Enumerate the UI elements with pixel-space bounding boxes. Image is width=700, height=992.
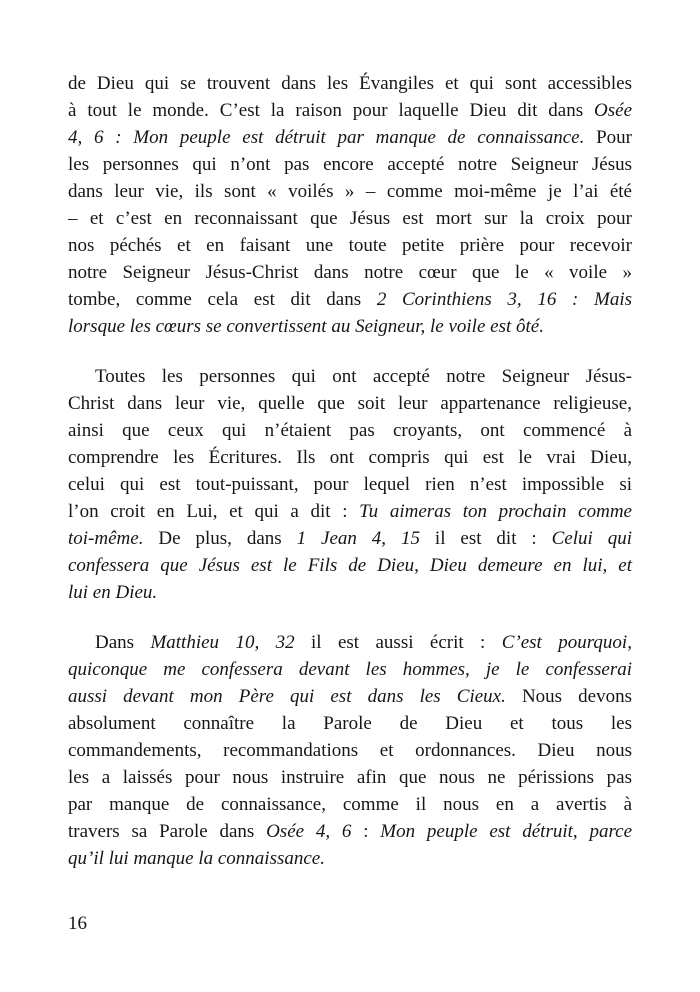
italic-text: Mon peuple est détruit, parce xyxy=(380,821,633,842)
italic-text: qu’il lui manque la connaissance. xyxy=(68,848,325,869)
text-line xyxy=(68,710,632,737)
text-line xyxy=(68,818,632,845)
regular-text: l’on croit en Lui, et qui a dit : xyxy=(68,501,360,522)
italic-text: lorsque les cœurs se convertissent au Seigneur, le voile est ôté. xyxy=(68,316,544,337)
text-line xyxy=(68,737,632,764)
regular-text: ainsi que ceux qui n’étaient pas croyants, ont commencé à xyxy=(68,420,632,441)
text-line xyxy=(68,259,632,286)
page-number: 16 xyxy=(68,913,87,934)
regular-text: : xyxy=(351,821,381,842)
italic-text: C’est pourquoi, xyxy=(501,632,632,653)
text-line xyxy=(68,124,632,151)
text-line xyxy=(68,417,632,444)
regular-text: notre Seigneur Jésus-Christ dans notre cœur que le « voile » xyxy=(68,262,632,283)
italic-text: Matthieu 10, 32 xyxy=(150,632,295,653)
regular-text: travers sa Parole dans xyxy=(68,821,267,842)
paragraph xyxy=(68,70,632,340)
text-line xyxy=(68,629,632,656)
text-line xyxy=(68,390,632,417)
italic-text: Osée xyxy=(594,100,632,121)
text-line xyxy=(68,313,632,340)
regular-text: De plus, dans xyxy=(143,528,297,549)
regular-text: tombe, comme cela est dit dans xyxy=(68,289,377,310)
text-line xyxy=(68,151,632,178)
regular-text: à tout le monde. C’est la raison pour laquelle Dieu dit dans xyxy=(68,100,595,121)
regular-text: – et c’est en reconnaissant que Jésus est mort sur la croix pour xyxy=(68,208,632,229)
text-line xyxy=(68,845,632,872)
italic-text: 1 Jean 4, 15 xyxy=(296,528,420,549)
regular-text: Nous devons xyxy=(505,686,633,707)
italic-text: aussi devant mon Père qui est dans les Cieux. xyxy=(68,686,506,707)
regular-text: nos péchés et en faisant une toute petite prière pour recevoir xyxy=(68,235,632,256)
italic-text: 4, 6 : Mon peuple est détruit par manque de connaissance. xyxy=(68,127,585,148)
regular-text: il est aussi écrit : xyxy=(294,632,502,653)
text-line xyxy=(68,471,632,498)
regular-text: absolument connaître la Parole de Dieu et tous les xyxy=(68,713,632,734)
text-line xyxy=(68,498,632,525)
italic-text: lui en Dieu. xyxy=(68,582,158,603)
text-line xyxy=(68,579,632,606)
text-line xyxy=(68,444,632,471)
text-line xyxy=(68,791,632,818)
text-line xyxy=(68,683,632,710)
regular-text: Christ dans leur vie, quelle que soit leur appartenance religieuse, xyxy=(68,393,632,414)
italic-text: toi-même. xyxy=(68,528,144,549)
regular-text: il est dit : xyxy=(419,528,552,549)
regular-text: celui qui est tout-puissant, pour lequel rien n’est impossible si xyxy=(68,474,632,495)
text-line xyxy=(68,178,632,205)
regular-text: commandements, recommandations et ordonnances. Dieu nous xyxy=(68,740,632,761)
text-block xyxy=(68,70,632,895)
paragraph xyxy=(68,629,632,872)
text-line xyxy=(68,70,632,97)
regular-text: Dans xyxy=(95,632,151,653)
text-line xyxy=(68,232,632,259)
text-line xyxy=(68,205,632,232)
regular-text: dans leur vie, ils sont « voilés » – comme moi-même je l’ai été xyxy=(68,181,632,202)
text-line xyxy=(68,286,632,313)
regular-text: Toutes les personnes qui ont accepté notre Seigneur Jésus- xyxy=(95,366,632,387)
italic-text: Tu aimeras ton prochain comme xyxy=(359,501,632,522)
text-line xyxy=(68,656,632,683)
text-line xyxy=(68,552,632,579)
regular-text: les personnes qui n’ont pas encore accepté notre Seigneur Jésus xyxy=(68,154,632,175)
text-line xyxy=(68,97,632,124)
text-line xyxy=(68,363,632,390)
regular-text: par manque de connaissance, comme il nous en a avertis à xyxy=(68,794,632,815)
italic-text: 2 Corinthiens 3, 16 : Mais xyxy=(376,289,633,310)
italic-text: Celui qui xyxy=(551,528,632,549)
text-line xyxy=(68,525,632,552)
regular-text: de Dieu qui se trouvent dans les Évangiles et qui sont accessibles xyxy=(68,73,632,94)
regular-text: comprendre les Écritures. Ils ont compris qui est le vrai Dieu, xyxy=(68,447,632,468)
paragraph xyxy=(68,363,632,606)
italic-text: quiconque me confessera devant les hommes, je le confesserai xyxy=(68,659,632,680)
italic-text: confessera que Jésus est le Fils de Dieu, Dieu demeure en lui, et xyxy=(68,555,632,576)
regular-text: Pour xyxy=(584,127,632,148)
italic-text: Osée 4, 6 xyxy=(266,821,352,842)
text-line xyxy=(68,764,632,791)
regular-text: les a laissés pour nous instruire afin que nous ne périssions pas xyxy=(68,767,632,788)
